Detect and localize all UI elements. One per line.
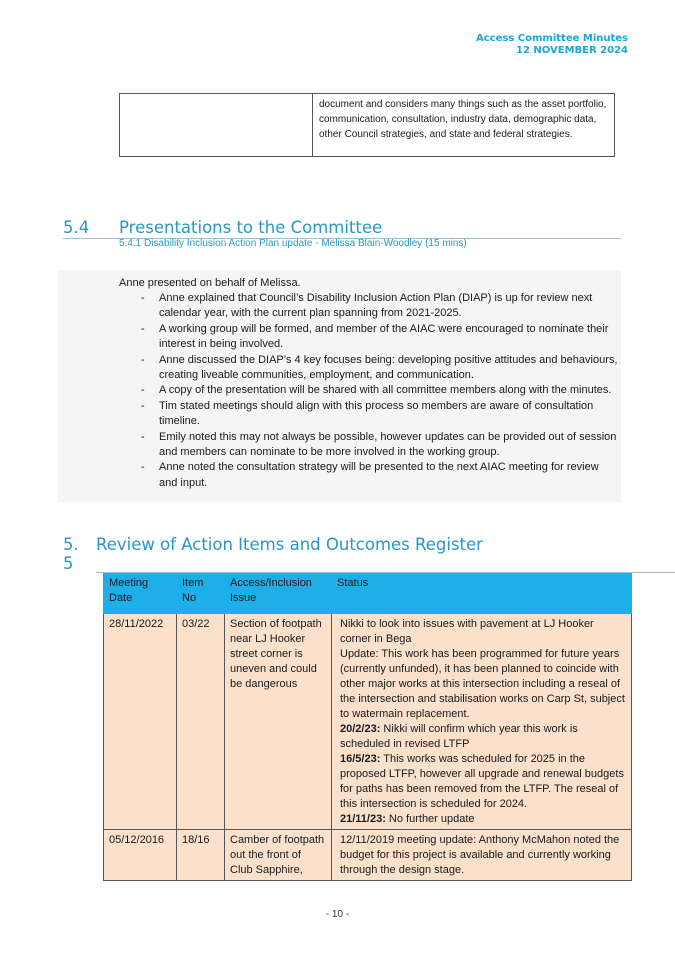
column-header-status: Status [332, 574, 632, 614]
cell-issue: Camber of footpath out the front of Club Sapphire, [225, 830, 332, 881]
bullet-text: Anne noted the consultation strategy will be presented to the next AIAC meeting for review and input. [159, 461, 599, 489]
bullet-text: A copy of the presentation will be shared with all committee members along with the minutes. [159, 384, 612, 397]
bullet-item [119, 353, 619, 384]
continued-table-right-cell: document and considers many things such as the asset portfolio, communication, consultation, industry data, demographic data, other Council strategies, and state and federal strategies. [313, 94, 615, 157]
status-update-entry [340, 752, 626, 812]
bullet-dash: - [141, 292, 145, 304]
section-5-4-1-subtitle: 5.4.1 Disability Inclusion Action Plan update - Melissa Blain-Woodley (15 mins) [119, 238, 467, 249]
bullet-item [119, 430, 619, 461]
table-row [104, 614, 632, 830]
section-5-4-number: 5.4 [63, 218, 90, 237]
bullet-text: Anne discussed the DIAP’s 4 key focuses being: developing positive attitudes and behaviours, creating liveable communities, employment, and communication. [159, 353, 618, 382]
update-date: 21/11/23: [340, 813, 386, 825]
section-5-4-title: Presentations to the Committee [119, 218, 383, 237]
cell-issue: Section of footpath near LJ Hooker street corner is uneven and could be dangerous [225, 614, 332, 830]
cell-status [332, 614, 632, 830]
bullet-item [119, 383, 619, 398]
continued-table [119, 93, 615, 157]
section-5-4-heading [63, 216, 621, 239]
action-items-table [103, 573, 632, 881]
bullet-dash: - [141, 322, 145, 335]
section-5-5-heading [63, 532, 675, 572]
bullet-text: Anne explained that Council’s Disability Inclusion Action Plan (DIAP) is up for review next calendar year, with the current plan spanning from 2021-2025. [159, 292, 593, 320]
section-5-5-number-wrap: 5 [63, 554, 74, 573]
cell-meeting-date: 28/11/2022 [104, 614, 177, 830]
bullet-dash: - [141, 399, 145, 412]
document-header [476, 33, 628, 57]
bullet-dash: - [141, 461, 145, 474]
update-text: Nikki will confirm which year this work is scheduled in revised LTFP [340, 723, 578, 750]
table-row [104, 830, 632, 881]
bullet-dash: - [141, 384, 145, 397]
update-date: 20/2/23: [340, 723, 381, 735]
table-header-row [104, 574, 632, 614]
bullet-dash: - [141, 353, 145, 366]
status-update-entry [340, 812, 626, 827]
header-title: Access Committee Minutes [476, 33, 628, 44]
header-date: 12 NOVEMBER 2024 [516, 45, 628, 56]
status-update-entry [340, 722, 626, 752]
bullet-item [119, 291, 619, 322]
status-update: Update: This work has been programmed for future years (currently unfunded), it has been planned to coincide with other major works at this intersection including a reseal of the intersection and stabilisation works on Carp St, subject to watermain replacement. [340, 648, 625, 720]
update-text: This works was scheduled for 2025 in the proposed LTFP, however all upgrade and renewal budgets for paths has been removed from the LTFP. The reseal of this intersection is scheduled for 2024. [340, 753, 624, 810]
cell-item-no: 18/16 [177, 830, 225, 881]
bullet-text: Emily noted this may not always be possible, however updates can be provided out of session and members can nominate to be more involved in the working group. [159, 430, 617, 459]
presentation-bullet-list [119, 291, 619, 491]
continued-table-left-cell [120, 94, 313, 157]
cell-item-no: 03/22 [177, 614, 225, 830]
update-text: No further update [385, 813, 475, 825]
presentation-intro: Anne presented on behalf of Melissa. [119, 277, 301, 289]
status-intro: 12/11/2019 meeting update: Anthony McMahon noted the budget for this project is available and currently working through the design stage. [340, 834, 620, 876]
status-intro: Nikki to look into issues with pavement at LJ Hooker corner in Bega [340, 618, 594, 645]
bullet-text: Tim stated meetings should align with this process so members are aware of consultation timeline. [159, 399, 594, 428]
page-number: - 10 - [325, 909, 350, 920]
bullet-item [119, 322, 619, 353]
cell-status [332, 830, 632, 881]
column-header-issue: Access/Inclusion Issue [225, 574, 332, 614]
section-5-5-title: Review of Action Items and Outcomes Register [96, 535, 483, 554]
section-5-5-number: 5. [63, 535, 79, 554]
bullet-text: A working group will be formed, and member of the AIAC were encouraged to nominate their interest in being involved. [159, 322, 609, 351]
bullet-dash: - [141, 430, 145, 443]
cell-meeting-date: 05/12/2016 [104, 830, 177, 881]
update-date: 16/5/23: [340, 753, 381, 765]
bullet-item [119, 399, 619, 430]
column-header-meeting-date: Meeting Date [104, 574, 177, 614]
bullet-item [119, 460, 619, 491]
column-header-item-no: Item No [177, 574, 225, 614]
